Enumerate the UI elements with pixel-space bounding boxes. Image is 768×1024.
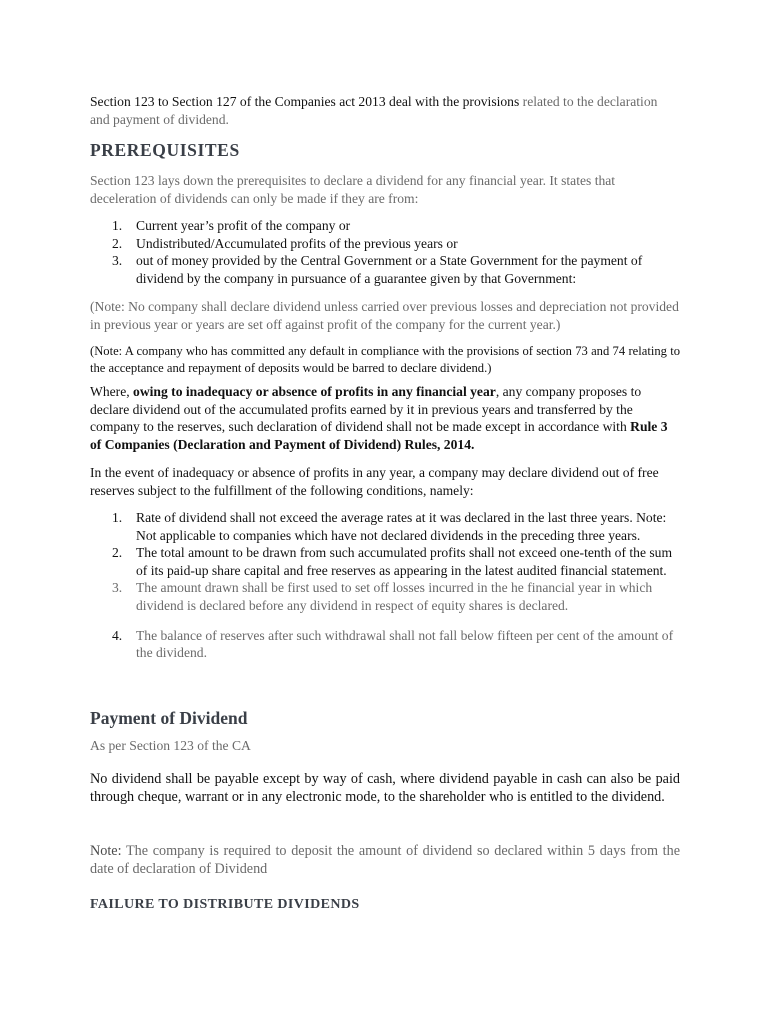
list-item <box>90 509 680 544</box>
where-bold-1: owing to inadequacy or absence of profits in any financial year <box>133 384 496 399</box>
list-item-number: 4. <box>112 627 123 643</box>
where-text-2: , any company proposes to declare dividend out of the accumulated profits earned by it in previous years and transferred by the company to the reserves, such declaration of dividend shall not be made except in accordance with <box>90 384 642 435</box>
list-item-number: 2. <box>112 235 123 251</box>
list-item-number: 2. <box>112 545 123 561</box>
intro-paragraph <box>90 93 680 128</box>
list-item <box>90 544 680 579</box>
intro-text-part2: related to the declaration and payment of dividend. <box>90 94 658 127</box>
intro-text-part1: Section 123 to Section 127 of the Companies act 2013 deal with the provisions <box>90 94 523 109</box>
list-item <box>90 235 680 253</box>
list-item-text: Rate of dividend shall not exceed the average rates at it was declared in the last three years. Note: Not applicable to companies which have not declared dividends in the preceding three years. <box>136 510 667 543</box>
payment-note <box>90 842 680 878</box>
event-paragraph: In the event of inadequacy or absence of profits in any year, a company may declare dividend out of free reserves subject to the fulfillment of the following conditions, namely: <box>90 465 659 498</box>
where-text-1: Where, <box>90 384 134 399</box>
payment-as-per: As per Section 123 of the CA <box>90 738 251 753</box>
list-item-text: The balance of reserves after such withdrawal shall not fall below fifteen per cent of the amount of the dividend. <box>136 627 674 661</box>
payment-note-label: Note: <box>90 843 126 859</box>
note-losses: (Note: No company shall declare dividend unless carried over previous losses and depreciation not provided in previous year or years are set off against profit of the company for the current year.) <box>90 299 679 332</box>
list-item <box>90 579 680 614</box>
list-item <box>90 217 680 235</box>
list-item-number: 3. <box>112 580 123 596</box>
list-item <box>90 252 680 287</box>
where-paragraph <box>90 383 680 453</box>
payment-body: No dividend shall be payable except by way of cash, where dividend payable in cash can also be paid through cheque, warrant or in any electronic mode, to the shareholder who is entitled to the dividend. <box>90 771 680 805</box>
failure-heading: FAILURE TO DISTRIBUTE DIVIDENDS <box>90 897 360 912</box>
where-bold-2: Rule 3 of Companies (Declaration and Payment of Dividend) Rules, 2014. <box>90 419 668 452</box>
prerequisites-list <box>90 217 680 287</box>
list-item-text: The amount drawn shall be first used to set off losses incurred in the he financial year in which dividend is declared before any dividend in respect of equity shares is declared. <box>136 580 653 613</box>
payment-note-text: The company is required to deposit the amount of dividend so declared within 5 days from the date of declaration of Dividend <box>90 843 681 877</box>
list-item-number: 1. <box>112 218 123 233</box>
list-item-text: Undistributed/Accumulated profits of the previous years or <box>136 235 458 251</box>
list-item-text: Current year’s profit of the company or <box>136 218 351 233</box>
payment-heading: Payment of Dividend <box>90 708 248 728</box>
prerequisites-heading: PREREQUISITES <box>90 140 240 160</box>
list-item <box>90 627 680 662</box>
list-item-number: 1. <box>112 510 123 525</box>
conditions-list <box>90 509 680 662</box>
list-item-text: The total amount to be drawn from such accumulated profits shall not exceed one-tenth of the sum of its paid-up share capital and free reserves as appearing in the latest audited financial statement. <box>136 545 673 578</box>
list-item-number: 3. <box>112 253 123 269</box>
list-item-text: out of money provided by the Central Government or a State Government for the payment of dividend by the company in pursuance of a guarantee given by that Government: <box>136 253 643 286</box>
prerequisites-intro: Section 123 lays down the prerequisites to declare a dividend for any financial year. It states that deceleration of dividends can only be made if they are from: <box>90 173 616 206</box>
note-default: (Note: A company who has committed any default in compliance with the provisions of section 73 and 74 relating to the acceptance and repayment of deposits would be barred to declare dividend.) <box>90 344 680 375</box>
